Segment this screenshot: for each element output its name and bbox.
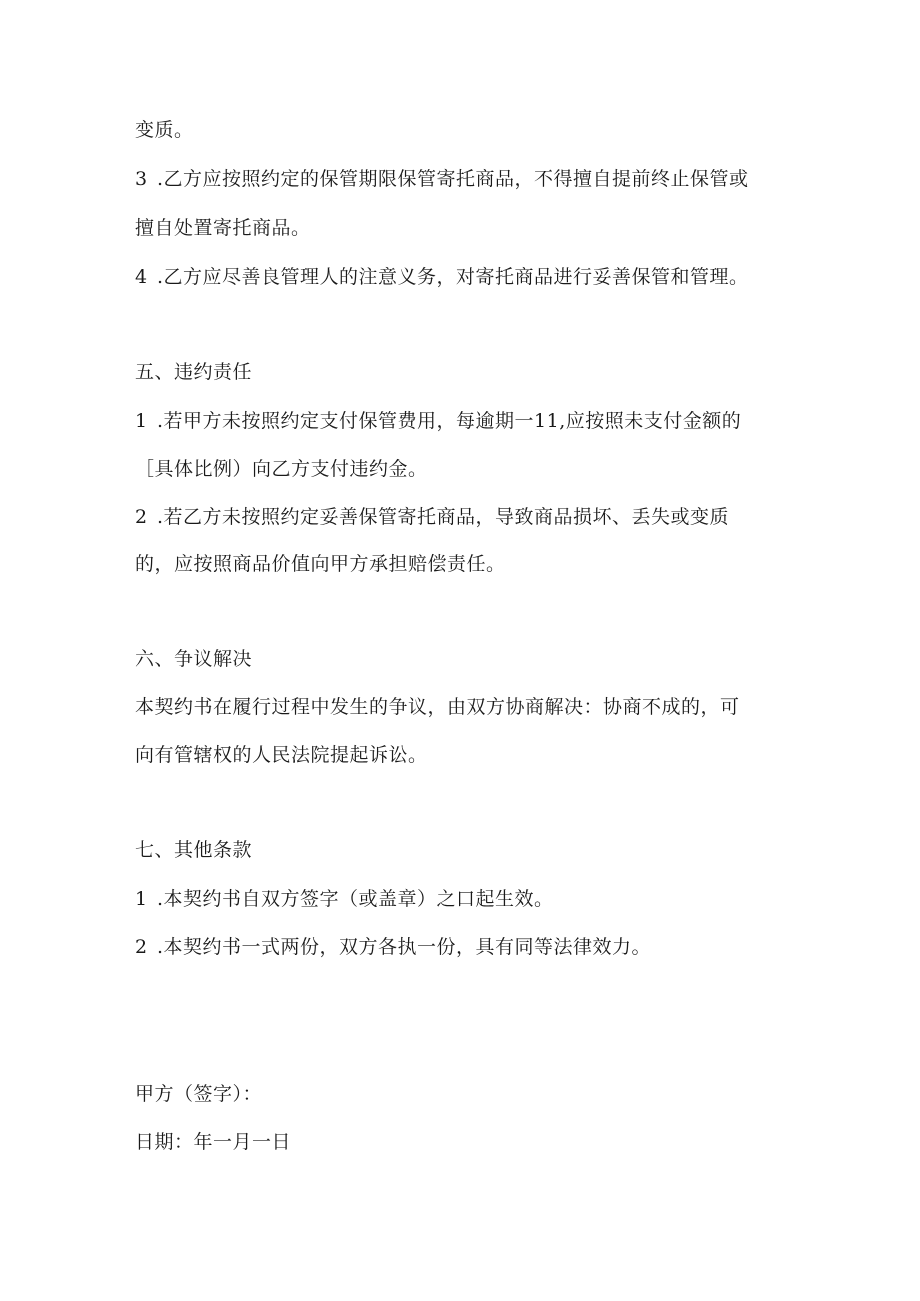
item-number: 3 [135, 168, 148, 190]
breach-item-1-continued: ［具体比例）向乙方支付违约金。 [135, 458, 428, 480]
item-number: 1 [135, 888, 148, 910]
other-item-1 [135, 886, 554, 912]
section-heading-other: 七、其他条款 [135, 839, 253, 861]
breach-item-2 [135, 504, 729, 530]
item-text: .乙方应尽善良管理人的注意义务，对寄托商品进行妥善保管和管理。 [157, 266, 749, 288]
item-text: .若甲方未按照约定支付保管费用，每逾期一11,应按照未支付金额的 [157, 410, 742, 432]
signature-party-a: 甲方（签字）： [135, 1083, 263, 1105]
other-item-2 [135, 934, 651, 960]
item-text: .本契约书一式两份，双方各执一份，具有同等法律效力。 [157, 936, 652, 958]
signature-date: 日期：年一月一日 [135, 1131, 292, 1153]
breach-item-2-continued: 的，应按照商品价值向甲方承担赔偿责任。 [135, 553, 506, 575]
item-text: .乙方应按照约定的保管期限保管寄托商品，不得擅自提前终止保管或 [157, 168, 749, 190]
clause-item-3-continued: 擅自处置寄托商品。 [135, 217, 311, 239]
dispute-text: 本契约书在履行过程中发生的争议，由双方协商解决：协商不成的，可 [135, 696, 740, 718]
clause-item-4 [135, 264, 749, 290]
section-heading-breach: 五、违约责任 [135, 361, 253, 383]
dispute-text-continued: 向有管辖权的人民法院提起诉讼。 [135, 744, 428, 766]
item-text: .本契约书自双方签字（或盖章）之口起生效。 [157, 888, 554, 910]
breach-item-1 [135, 408, 741, 434]
item-number: 1 [135, 410, 148, 432]
item-number: 4 [135, 266, 148, 288]
section-heading-dispute: 六、争议解决 [135, 648, 253, 670]
item-number: 2 [135, 936, 148, 958]
clause-item-3 [135, 166, 749, 192]
item-number: 2 [135, 506, 148, 528]
item-text: .若乙方未按照约定妥善保管寄托商品，导致商品损坏、丢失或变质 [157, 506, 730, 528]
continuation-text: 变质。 [135, 119, 194, 141]
